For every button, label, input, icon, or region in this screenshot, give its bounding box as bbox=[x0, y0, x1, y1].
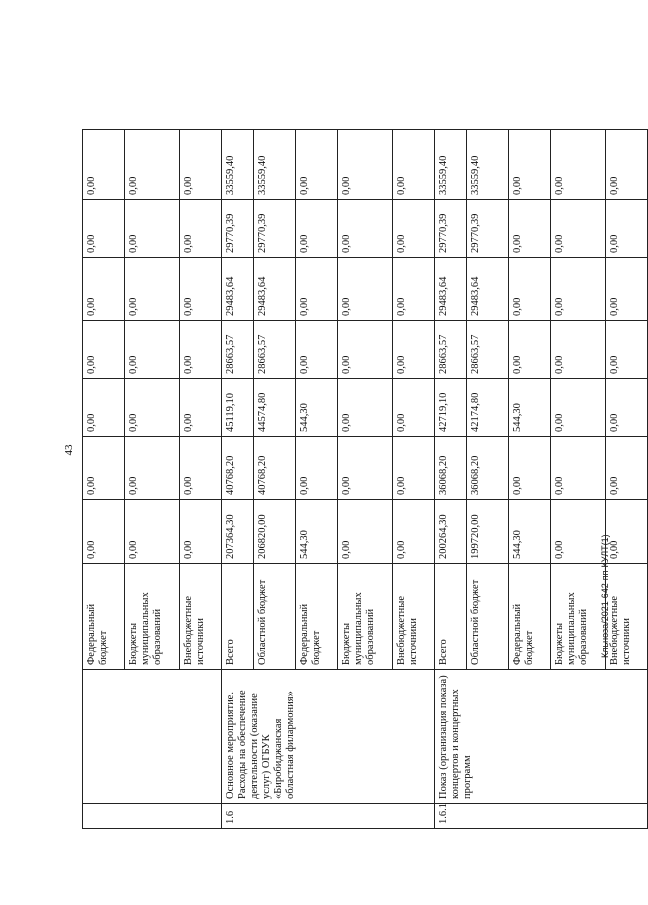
amount-cell: 0,00 bbox=[83, 379, 125, 437]
measure-name-cell: Показ (организация показа) концертов и концертных программ bbox=[435, 670, 648, 804]
funding-source-cell: Федеральный бюджет bbox=[509, 564, 551, 670]
amount-cell: 0,00 bbox=[509, 321, 551, 379]
amount-cell: 207364,30 bbox=[222, 500, 254, 564]
amount-cell: 0,00 bbox=[338, 130, 393, 200]
amount-cell: 0,00 bbox=[509, 130, 551, 200]
funding-source-cell: Всего bbox=[435, 564, 467, 670]
table-row bbox=[222, 130, 254, 829]
amount-cell: 42174,80 bbox=[467, 379, 509, 437]
amount-cell: 0,00 bbox=[180, 500, 222, 564]
amount-cell: 0,00 bbox=[551, 200, 606, 258]
table-row bbox=[435, 130, 467, 829]
amount-cell: 0,00 bbox=[296, 321, 338, 379]
amount-cell: 29770,39 bbox=[254, 200, 296, 258]
amount-cell: 0,00 bbox=[509, 200, 551, 258]
budget-table bbox=[82, 129, 648, 829]
amount-cell: 544,30 bbox=[509, 379, 551, 437]
funding-source-cell: Бюджеты муниципальных образований bbox=[338, 564, 393, 670]
amount-cell: 40768,20 bbox=[254, 437, 296, 500]
amount-cell: 28663,57 bbox=[435, 321, 467, 379]
amount-cell: 33559,40 bbox=[254, 130, 296, 200]
amount-cell: 0,00 bbox=[338, 437, 393, 500]
funding-source-cell: Внебюджетные источники bbox=[606, 564, 648, 670]
amount-cell: 0,00 bbox=[180, 437, 222, 500]
amount-cell: 0,00 bbox=[180, 258, 222, 321]
measure-code-cell: 1.6.1 bbox=[435, 804, 648, 829]
amount-cell: 0,00 bbox=[125, 437, 180, 500]
amount-cell: 0,00 bbox=[83, 437, 125, 500]
amount-cell: 544,30 bbox=[296, 379, 338, 437]
amount-cell: 0,00 bbox=[606, 379, 648, 437]
amount-cell: 33559,40 bbox=[467, 130, 509, 200]
amount-cell: 0,00 bbox=[125, 500, 180, 564]
amount-cell: 206820,00 bbox=[254, 500, 296, 564]
amount-cell: 0,00 bbox=[83, 258, 125, 321]
amount-cell: 544,30 bbox=[509, 500, 551, 564]
amount-cell: 0,00 bbox=[83, 130, 125, 200]
amount-cell: 0,00 bbox=[296, 200, 338, 258]
amount-cell: 0,00 bbox=[180, 130, 222, 200]
table-body bbox=[83, 130, 648, 829]
amount-cell: 33559,40 bbox=[435, 130, 467, 200]
funding-source-cell: Федеральный бюджет bbox=[296, 564, 338, 670]
document-reference: Кльноза/2021-642-пп-КУЛТ(1) bbox=[600, 534, 610, 658]
amount-cell: 0,00 bbox=[551, 258, 606, 321]
amount-cell: 0,00 bbox=[393, 500, 435, 564]
amount-cell: 29770,39 bbox=[467, 200, 509, 258]
amount-cell: 0,00 bbox=[125, 200, 180, 258]
amount-cell: 0,00 bbox=[338, 200, 393, 258]
amount-cell: 0,00 bbox=[296, 130, 338, 200]
amount-cell: 0,00 bbox=[393, 321, 435, 379]
amount-cell: 199720,00 bbox=[467, 500, 509, 564]
amount-cell: 0,00 bbox=[393, 200, 435, 258]
measure-name-cell: Основное мероприятие. Расходы на обеспечение деятельности (оказание услуг) ОГБУК «Биробиджанская областная филармония» bbox=[222, 670, 435, 804]
amount-cell: 29483,64 bbox=[254, 258, 296, 321]
amount-cell: 0,00 bbox=[606, 500, 648, 564]
funding-source-cell: Федеральный бюджет bbox=[83, 564, 125, 670]
amount-cell: 28663,57 bbox=[222, 321, 254, 379]
funding-source-cell: Бюджеты муниципальных образований bbox=[125, 564, 180, 670]
amount-cell: 42719,10 bbox=[435, 379, 467, 437]
amount-cell: 28663,57 bbox=[467, 321, 509, 379]
amount-cell: 45119,10 bbox=[222, 379, 254, 437]
amount-cell: 29483,64 bbox=[467, 258, 509, 321]
amount-cell: 0,00 bbox=[83, 500, 125, 564]
amount-cell: 0,00 bbox=[83, 200, 125, 258]
amount-cell: 0,00 bbox=[551, 437, 606, 500]
amount-cell: 0,00 bbox=[296, 258, 338, 321]
amount-cell: 44574,80 bbox=[254, 379, 296, 437]
funding-source-cell: Внебюджетные источники bbox=[393, 564, 435, 670]
funding-source-cell: Областной бюджет bbox=[254, 564, 296, 670]
amount-cell: 0,00 bbox=[393, 130, 435, 200]
amount-cell: 29770,39 bbox=[435, 200, 467, 258]
amount-cell: 0,00 bbox=[551, 130, 606, 200]
amount-cell: 0,00 bbox=[393, 379, 435, 437]
amount-cell: 36068,20 bbox=[435, 437, 467, 500]
amount-cell: 0,00 bbox=[551, 321, 606, 379]
amount-cell: 29483,64 bbox=[435, 258, 467, 321]
amount-cell: 0,00 bbox=[338, 500, 393, 564]
amount-cell: 0,00 bbox=[180, 379, 222, 437]
amount-cell: 544,30 bbox=[296, 500, 338, 564]
amount-cell: 0,00 bbox=[296, 437, 338, 500]
amount-cell: 0,00 bbox=[125, 321, 180, 379]
amount-cell: 0,00 bbox=[606, 321, 648, 379]
amount-cell: 0,00 bbox=[393, 437, 435, 500]
amount-cell: 0,00 bbox=[551, 500, 606, 564]
amount-cell: 0,00 bbox=[83, 321, 125, 379]
amount-cell: 0,00 bbox=[606, 437, 648, 500]
amount-cell: 200264,30 bbox=[435, 500, 467, 564]
funding-source-cell: Бюджеты муниципальных образований bbox=[551, 564, 606, 670]
amount-cell: 0,00 bbox=[338, 321, 393, 379]
amount-cell: 0,00 bbox=[180, 200, 222, 258]
amount-cell: 0,00 bbox=[551, 379, 606, 437]
table-row bbox=[83, 130, 125, 829]
funding-source-cell: Всего bbox=[222, 564, 254, 670]
amount-cell: 0,00 bbox=[338, 258, 393, 321]
amount-cell: 0,00 bbox=[393, 258, 435, 321]
page-number: 43 bbox=[63, 444, 75, 456]
amount-cell: 28663,57 bbox=[254, 321, 296, 379]
amount-cell: 0,00 bbox=[606, 200, 648, 258]
name-cell bbox=[83, 670, 222, 804]
measure-code-cell: 1.6 bbox=[222, 804, 435, 829]
amount-cell: 0,00 bbox=[125, 130, 180, 200]
amount-cell: 0,00 bbox=[180, 321, 222, 379]
amount-cell: 36068,20 bbox=[467, 437, 509, 500]
amount-cell: 0,00 bbox=[125, 258, 180, 321]
amount-cell: 0,00 bbox=[509, 437, 551, 500]
code-cell bbox=[83, 804, 222, 829]
amount-cell: 0,00 bbox=[125, 379, 180, 437]
funding-source-cell: Внебюджетные источники bbox=[180, 564, 222, 670]
amount-cell: 40768,20 bbox=[222, 437, 254, 500]
amount-cell: 33559,40 bbox=[222, 130, 254, 200]
amount-cell: 0,00 bbox=[338, 379, 393, 437]
amount-cell: 29483,64 bbox=[222, 258, 254, 321]
funding-source-cell: Областной бюджет bbox=[467, 564, 509, 670]
amount-cell: 0,00 bbox=[606, 130, 648, 200]
amount-cell: 29770,39 bbox=[222, 200, 254, 258]
amount-cell: 0,00 bbox=[606, 258, 648, 321]
amount-cell: 0,00 bbox=[509, 258, 551, 321]
